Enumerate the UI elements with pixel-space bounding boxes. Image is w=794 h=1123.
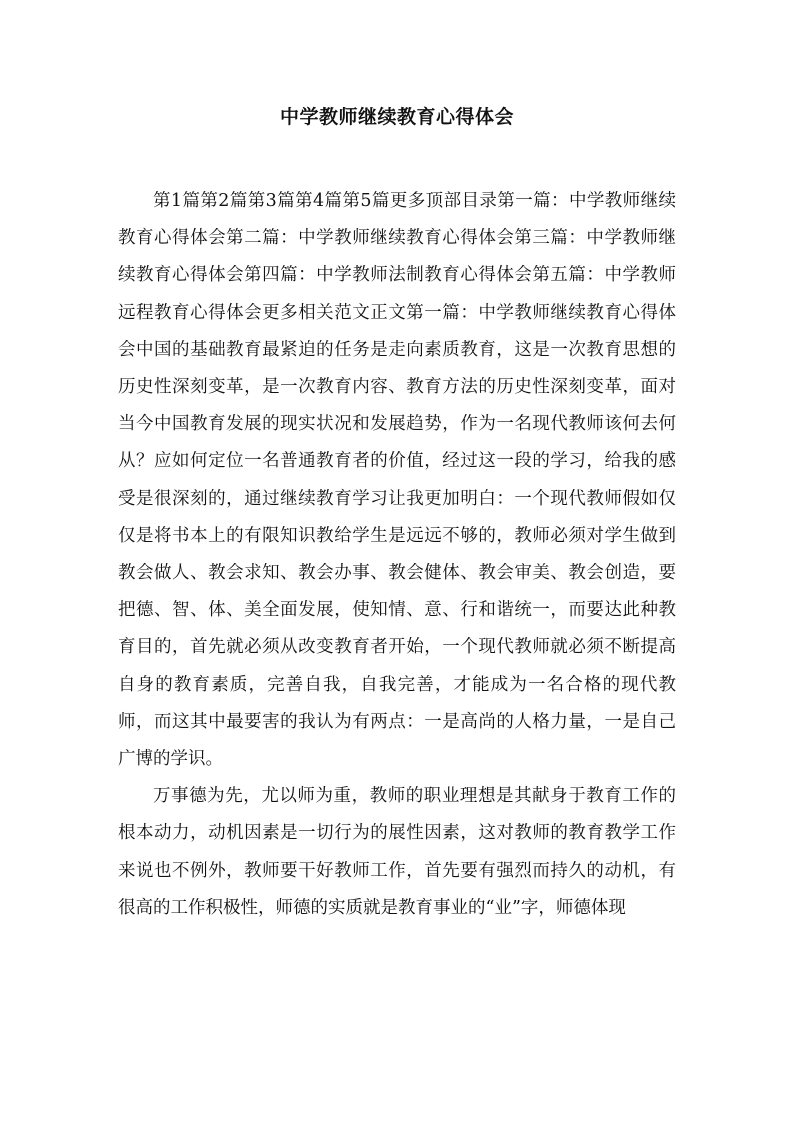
body-paragraph-1: 第1篇第2篇第3篇第4篇第5篇更多顶部目录第一篇：中学教师继续教育心得体会第二篇：中学教师继续教育心得体会第三篇：中学教师继续教育心得体会第四篇：中学教师法制教育心得体会第五篇：中学教师远程教育心得体会更多相关范文正文第一篇：中学教师继续教育心得体会中国的基础教育最紧迫的任务是走向素质教育，这是一次教育思想的历史性深刻变革，是一次教育内容、教育方法的历史性深刻变革，面对当今中国教育发展的现实状况和发展趋势，作为一名现代教师该何去何从？应如何定位一名普通教育者的价值，经过这一段的学习，给我的感受是很深刻的，通过继续教育学习让我更加明白：一个现代教师假如仅仅是将书本上的有限知识教给学生是远远不够的，教师必须对学生做到教会做人、教会求知、教会办事、教会健体、教会审美、教会创造，要把德、智、体、美全面发展，使知情、意、行和谐统一，而要达此种教育目的，首先就必须从改变教育者开始，一个现代教师就必须不断提高自身的教育素质，完善自我，自我完善，才能成为一名合格的现代教师，而这其中最要害的我认为有两点：一是高尚的人格力量，一是自己广博的学识。 bbox=[118, 191, 676, 770]
document-body bbox=[118, 183, 676, 927]
document-title: 中学教师继续教育心得体会 bbox=[279, 106, 514, 128]
body-paragraph-2: 万事德为先，尤以师为重，教师的职业理想是其献身于教育工作的根本动力，动机因素是一切行为的展性因素，这对教师的教育教学工作来说也不例外，教师要干好教师工作，首先要有强烈而持久的动机，有很高的工作积极性，师德的实质就是教育事业的“业”字，师德体现 bbox=[118, 786, 676, 918]
